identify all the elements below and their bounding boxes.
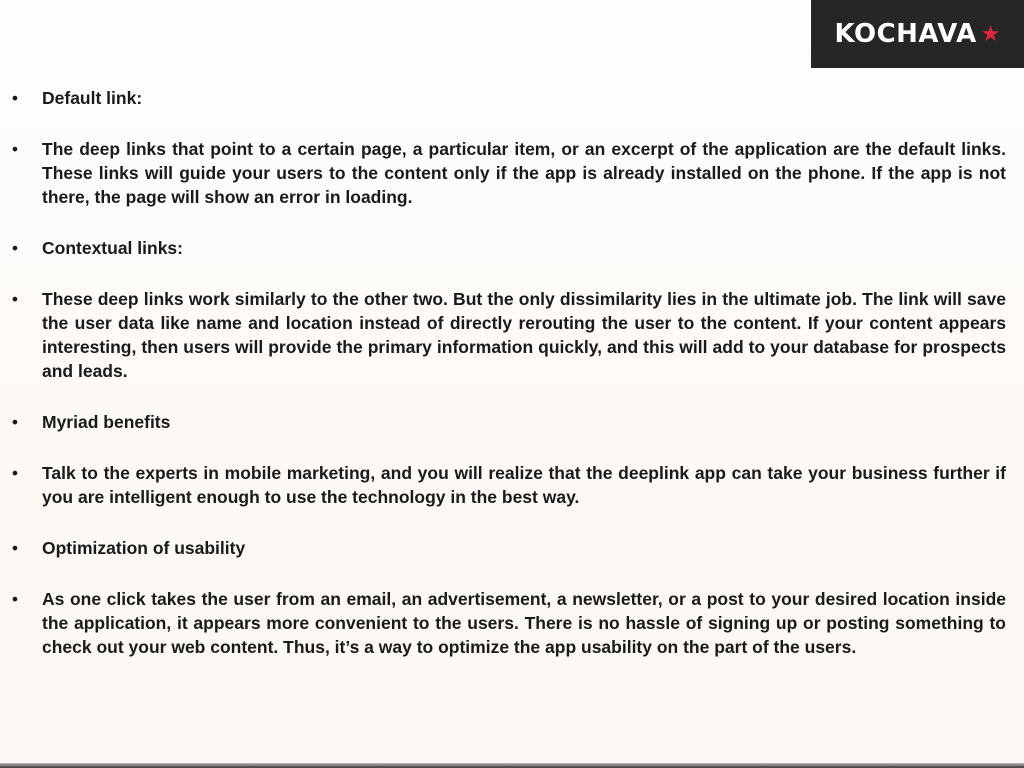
bullet-text: Myriad benefits [42, 412, 171, 432]
bullet-item-default-link [8, 86, 1006, 110]
bullet-item-contextual-links [8, 236, 1006, 260]
bullet-icon: • [11, 139, 19, 159]
logo-text: KOCHAVA [834, 19, 977, 49]
bullet-text: Talk to the experts in mobile marketing, and you will realize that the deeplink app can take your business further if you are intelligent enough to use the technology in the best way. [42, 463, 1006, 507]
bullet-text: These deep links work similarly to the other two. But the only dissimilarity lies in the ultimate job. The link will save the user data like name and location instead of directly rerouting the user to the content. If your content appears interesting, then users will provide the primary information quickly, and this will add to your database for prospects and leads. [42, 289, 1006, 381]
bullet-icon: • [11, 88, 19, 108]
kochava-logo [811, 0, 1024, 68]
bullet-item-optimization-of-usability [8, 536, 1006, 560]
bullet-item-myriad-benefits [8, 410, 1006, 434]
bullet-item-default-link-description [8, 137, 1006, 209]
bullet-item-optimization-of-usability-description [8, 587, 1006, 659]
bullet-item-contextual-links-description [8, 287, 1006, 383]
bullet-icon: • [11, 589, 19, 609]
bullet-text: The deep links that point to a certain page, a particular item, or an excerpt of the application are the default links. These links will guide your users to the content only if the app is already installed on the phone. If the app is not there, the page will show an error in loading. [42, 139, 1006, 207]
bullet-icon: • [11, 238, 19, 258]
bullet-text: Optimization of usability [42, 538, 246, 558]
bottom-divider [0, 763, 1024, 768]
bullet-icon: • [11, 289, 19, 309]
bullet-text: As one click takes the user from an email, an advertisement, a newsletter, or a post to your desired location inside the application, it appears more convenient to the users. There is no hassle of signing up or posting something to check out your web content. Thus, it’s a way to optimize the app usability on the part of the users. [42, 589, 1006, 657]
bullet-item-myriad-benefits-description [8, 461, 1006, 509]
slide-content [8, 86, 1006, 686]
bullet-text: Contextual links: [42, 238, 183, 258]
bullet-list [8, 86, 1006, 659]
bullet-icon: • [11, 412, 19, 432]
bullet-icon: • [11, 538, 19, 558]
bullet-text: Default link: [42, 88, 143, 108]
star-icon: ★ [980, 21, 1001, 46]
bullet-icon: • [11, 463, 19, 483]
